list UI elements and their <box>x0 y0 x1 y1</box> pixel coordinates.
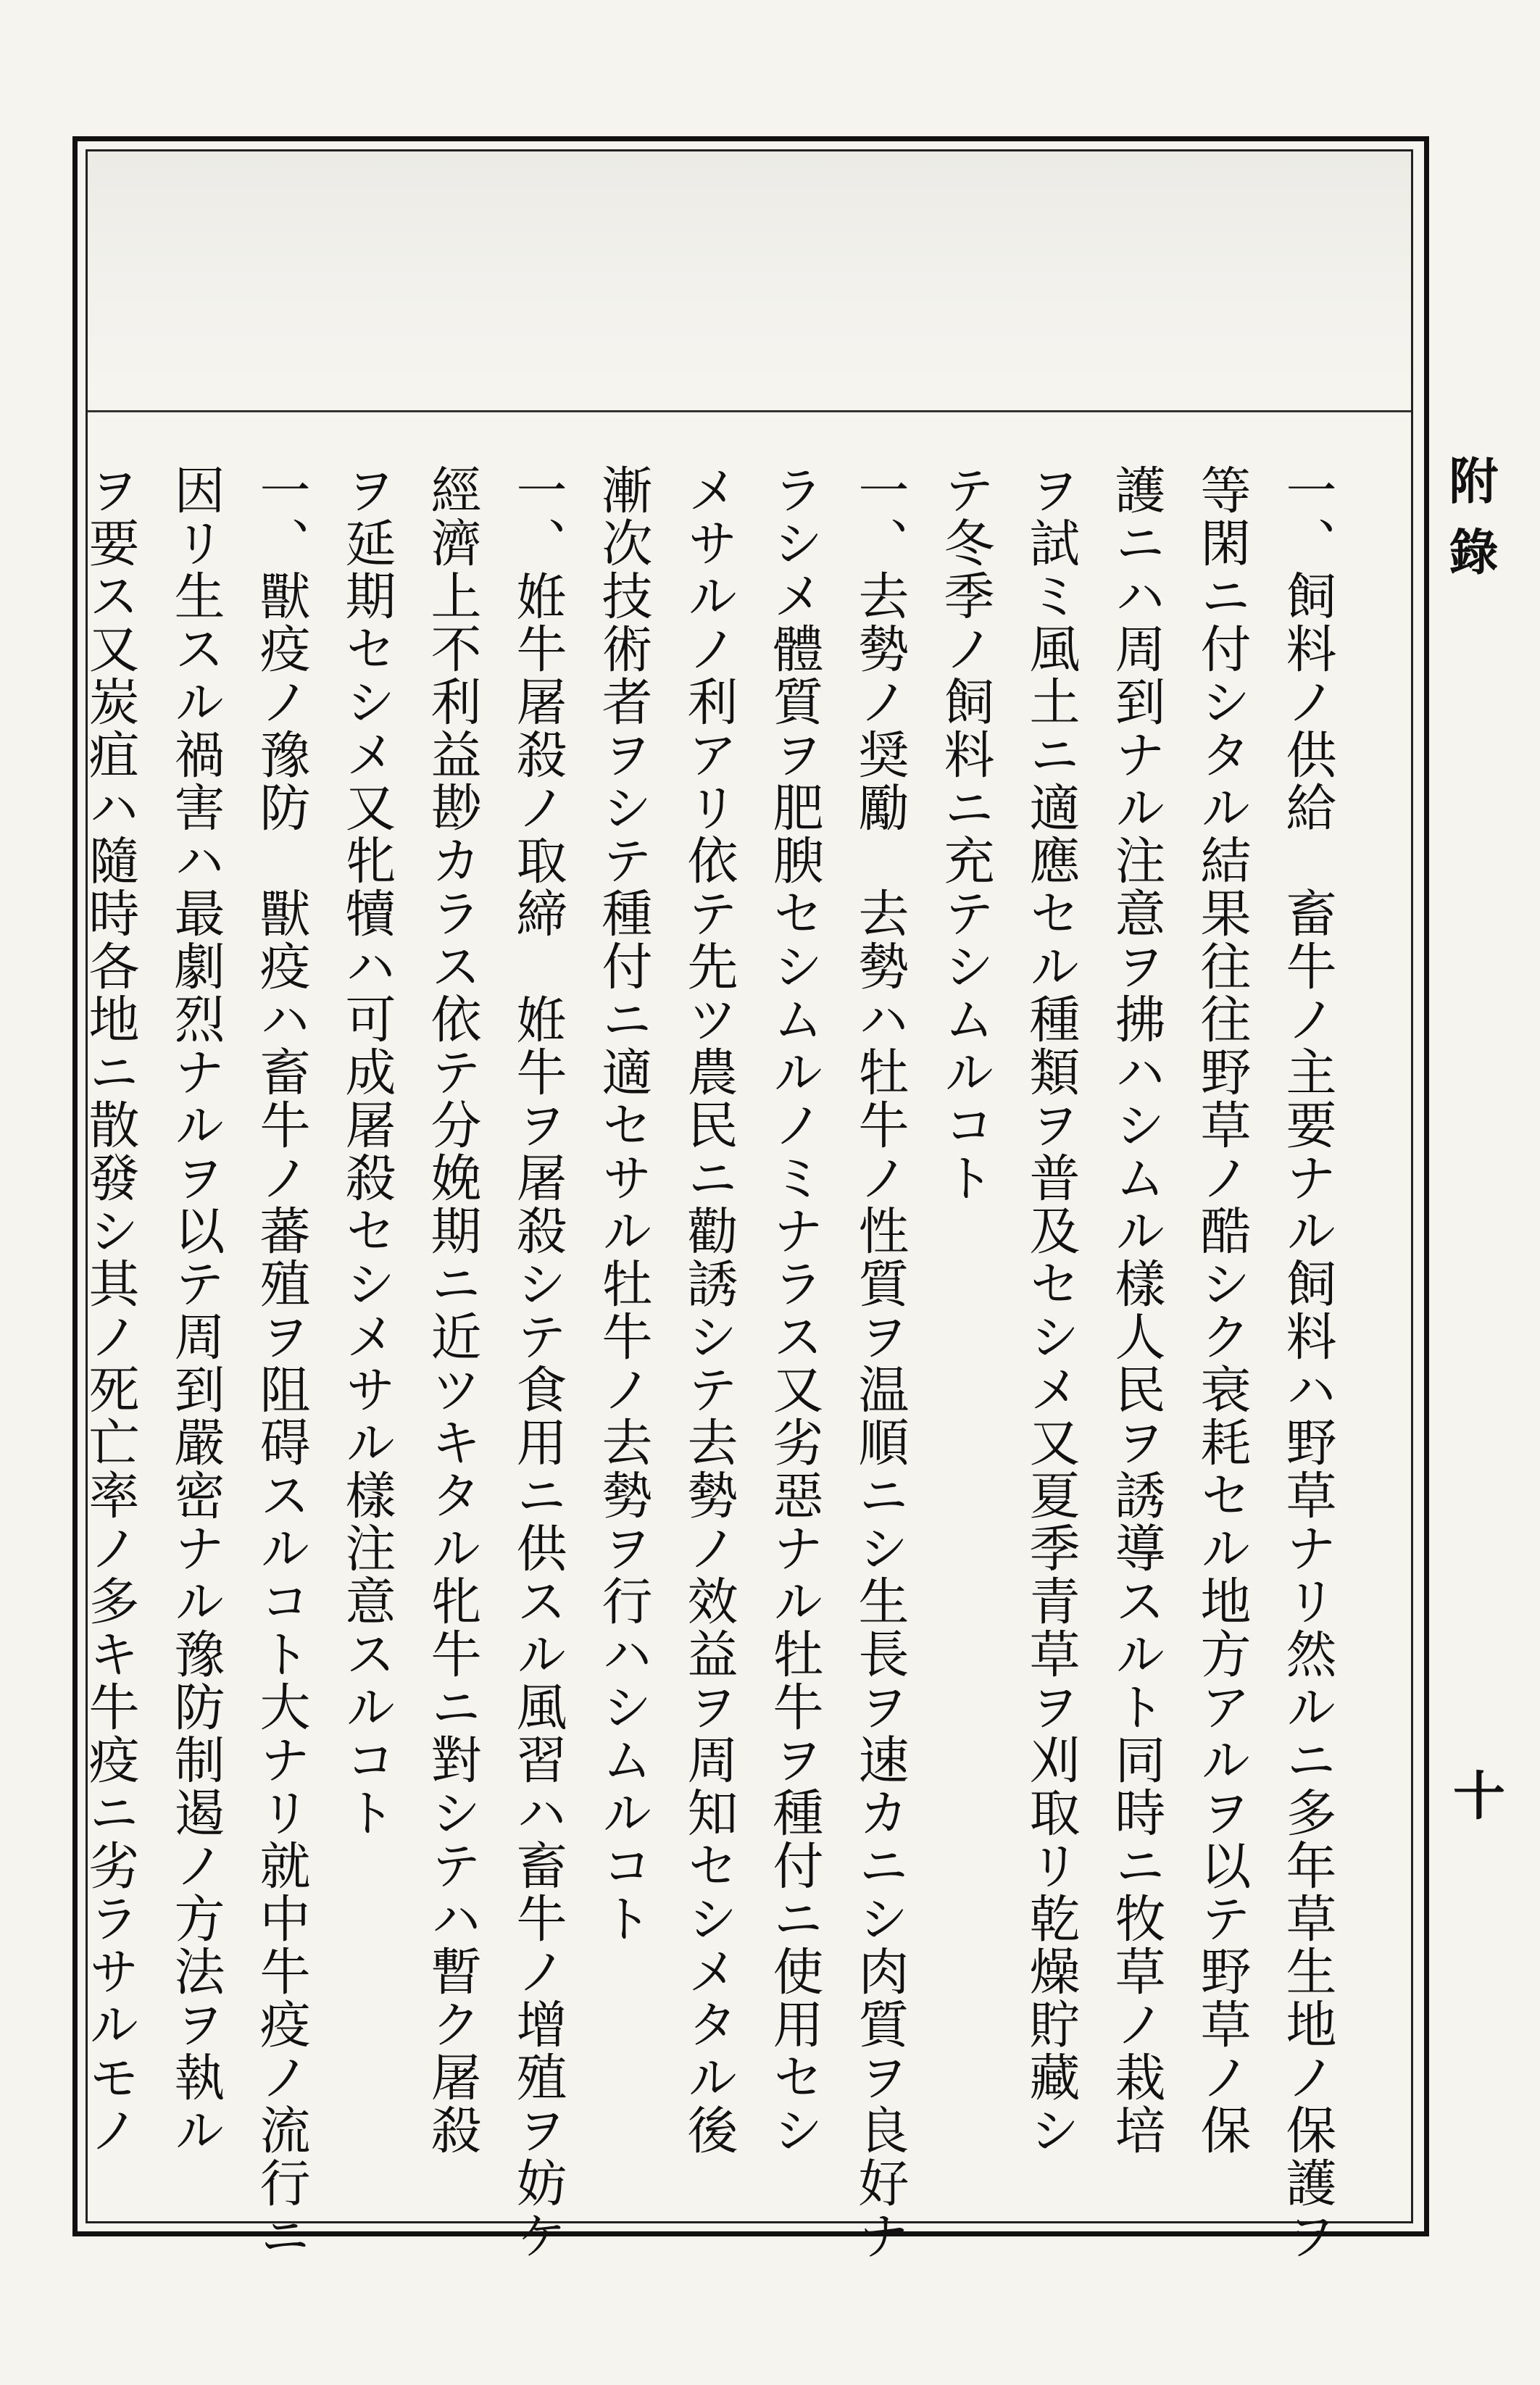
text-column: ヲ要ス又炭疽ハ隨時各地ニ散發シ其ノ死亡率ノ多キ牛疫ニ劣ラサルモノ <box>80 464 140 2157</box>
text-column: 一、姙牛屠殺ノ取締 姙牛ヲ屠殺シテ食用ニ供スル風習ハ畜牛ノ增殖ヲ妨ケ <box>508 464 567 2263</box>
running-header: 附錄 <box>1441 455 1499 597</box>
text-column: 因リ生スル禍害ハ最劇烈ナルヲ以テ周到嚴密ナル豫防制遏ノ方法ヲ執ル <box>166 464 225 2157</box>
vertical-text-body <box>67 464 1350 2263</box>
page-number: 十 <box>1444 1768 1506 1820</box>
text-column: テ冬季ノ飼料ニ充テシムルコト <box>936 464 995 1204</box>
text-column: 一、飼料ノ供給 畜牛ノ主要ナル飼料ハ野草ナリ然ルニ多年草生地ノ保護ヲ <box>1278 464 1337 2263</box>
text-column: メサルノ利アリ依テ先ツ農民ニ勸誘シテ去勢ノ效益ヲ周知セシメタル後 <box>679 464 738 2157</box>
text-column: 漸次技術者ヲシテ種付ニ適セサル牡牛ノ去勢ヲ行ハシムルコト <box>594 464 653 1945</box>
text-column: ラシメ體質ヲ肥腴セシムルノミナラス又劣惡ナル牡牛ヲ種付ニ使用セシ <box>765 464 824 2157</box>
text-column: 護ニハ周到ナル注意ヲ拂ハシムル樣人民ヲ誘導スルト同時ニ牧草ノ栽培 <box>1107 464 1166 2157</box>
text-column: ヲ延期セシメ又牝犢ハ可成屠殺セシメサル樣注意スルコト <box>337 464 396 1839</box>
header-divider-rule <box>88 410 1411 412</box>
text-column: 經濟上不利益尠カラス依テ分娩期ニ近ツキタル牝牛ニ對シテハ暫ク屠殺 <box>423 464 482 2157</box>
text-column: 一、獸疫ノ豫防 獸疫ハ畜牛ノ蕃殖ヲ阻碍スルコト大ナリ就中牛疫ノ流行ニ <box>251 464 311 2263</box>
text-column: 等閑ニ付シタル結果往往野草ノ酷シク衰耗セル地方アルヲ以テ野草ノ保 <box>1192 464 1252 2157</box>
text-column: 一、去勢ノ奨勵 去勢ハ牡牛ノ性質ヲ温順ニシ生長ヲ速カニシ肉質ヲ良好ナ <box>850 464 910 2263</box>
text-column: ヲ試ミ風土ニ適應セル種類ヲ普及セシメ又夏季青草ヲ刈取リ乾燥貯藏シ <box>1021 464 1081 2157</box>
